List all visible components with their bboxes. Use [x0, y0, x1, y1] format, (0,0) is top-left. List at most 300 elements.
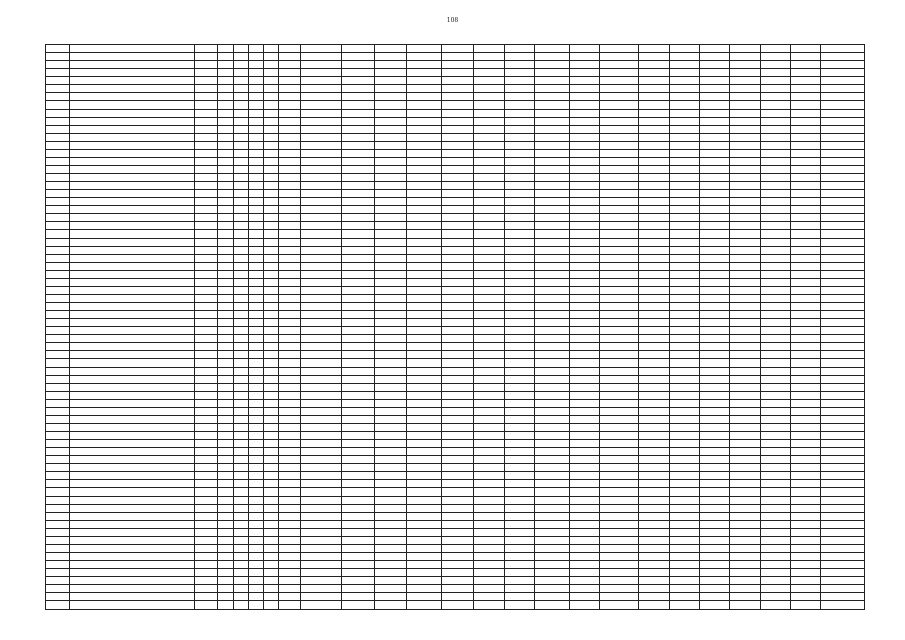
- table-row: [46, 327, 865, 335]
- table-cell: [194, 343, 218, 351]
- table-cell: [669, 117, 699, 125]
- table-cell: [407, 585, 442, 593]
- table-cell: [474, 157, 504, 165]
- table-cell: [46, 561, 70, 569]
- table-cell: [279, 278, 301, 286]
- table-cell: [441, 569, 474, 577]
- table-cell: [474, 85, 504, 93]
- table-cell: [600, 327, 639, 335]
- table-cell: [279, 488, 301, 496]
- table-cell: [46, 101, 70, 109]
- table-row: [46, 182, 865, 190]
- table-cell: [669, 351, 699, 359]
- table-cell: [669, 383, 699, 391]
- table-cell: [342, 359, 375, 367]
- table-cell: [760, 182, 790, 190]
- table-cell: [279, 294, 301, 302]
- table-cell: [233, 351, 248, 359]
- table-cell: [374, 61, 407, 69]
- table-cell: [535, 569, 570, 577]
- table-cell: [821, 561, 865, 569]
- table-row: [46, 585, 865, 593]
- table-cell: [263, 536, 278, 544]
- table-row: [46, 262, 865, 270]
- table-cell: [69, 351, 194, 359]
- table-cell: [374, 375, 407, 383]
- table-cell: [374, 544, 407, 552]
- table-cell: [699, 294, 729, 302]
- table-row: [46, 69, 865, 77]
- table-cell: [218, 593, 233, 601]
- table-cell: [441, 536, 474, 544]
- table-cell: [639, 407, 669, 415]
- table-cell: [639, 117, 669, 125]
- table-cell: [342, 125, 375, 133]
- table-cell: [218, 109, 233, 117]
- table-cell: [374, 198, 407, 206]
- table-cell: [194, 109, 218, 117]
- table-cell: [669, 561, 699, 569]
- table-row: [46, 214, 865, 222]
- table-cell: [535, 69, 570, 77]
- table-cell: [46, 93, 70, 101]
- table-cell: [441, 214, 474, 222]
- table-cell: [248, 182, 263, 190]
- table-cell: [730, 206, 760, 214]
- table-cell: [760, 504, 790, 512]
- table-cell: [374, 448, 407, 456]
- table-cell: [474, 303, 504, 311]
- table-cell: [69, 101, 194, 109]
- table-cell: [600, 432, 639, 440]
- table-cell: [821, 472, 865, 480]
- table-cell: [69, 391, 194, 399]
- table-cell: [374, 149, 407, 157]
- table-row: [46, 601, 865, 610]
- table-cell: [194, 149, 218, 157]
- table-cell: [248, 504, 263, 512]
- table-cell: [441, 367, 474, 375]
- table-cell: [639, 270, 669, 278]
- table-cell: [639, 327, 669, 335]
- table-row: [46, 432, 865, 440]
- table-cell: [669, 190, 699, 198]
- table-cell: [279, 351, 301, 359]
- table-cell: [342, 569, 375, 577]
- table-cell: [441, 254, 474, 262]
- table-cell: [374, 585, 407, 593]
- table-cell: [69, 601, 194, 610]
- table-cell: [600, 53, 639, 61]
- table-row: [46, 294, 865, 302]
- table-cell: [669, 488, 699, 496]
- table-cell: [46, 149, 70, 157]
- table-cell: [791, 391, 821, 399]
- table-cell: [535, 303, 570, 311]
- table-cell: [263, 214, 278, 222]
- table-cell: [374, 45, 407, 53]
- table-cell: [374, 536, 407, 544]
- table-cell: [342, 552, 375, 560]
- table-cell: [760, 125, 790, 133]
- table-cell: [407, 399, 442, 407]
- table-cell: [760, 246, 790, 254]
- table-cell: [639, 278, 669, 286]
- table-cell: [279, 77, 301, 85]
- table-cell: [194, 222, 218, 230]
- table-cell: [233, 270, 248, 278]
- table-cell: [374, 456, 407, 464]
- table-cell: [279, 61, 301, 69]
- table-cell: [760, 238, 790, 246]
- table-cell: [600, 117, 639, 125]
- table-cell: [535, 214, 570, 222]
- table-cell: [504, 262, 534, 270]
- table-cell: [791, 351, 821, 359]
- table-cell: [300, 294, 341, 302]
- table-row: [46, 520, 865, 528]
- table-cell: [69, 585, 194, 593]
- table-cell: [639, 45, 669, 53]
- table-cell: [69, 238, 194, 246]
- table-cell: [194, 101, 218, 109]
- table-cell: [669, 335, 699, 343]
- table-cell: [248, 69, 263, 77]
- table-cell: [374, 327, 407, 335]
- table-cell: [263, 190, 278, 198]
- table-cell: [504, 254, 534, 262]
- table-cell: [821, 528, 865, 536]
- table-cell: [248, 117, 263, 125]
- table-cell: [218, 133, 233, 141]
- table-cell: [699, 432, 729, 440]
- table-cell: [407, 512, 442, 520]
- table-cell: [194, 448, 218, 456]
- table-cell: [194, 561, 218, 569]
- table-cell: [699, 222, 729, 230]
- table-cell: [69, 45, 194, 53]
- table-cell: [600, 561, 639, 569]
- table-cell: [233, 133, 248, 141]
- table-cell: [279, 254, 301, 262]
- table-cell: [194, 504, 218, 512]
- table-cell: [535, 496, 570, 504]
- table-cell: [218, 327, 233, 335]
- table-cell: [791, 157, 821, 165]
- table-cell: [504, 448, 534, 456]
- table-cell: [342, 149, 375, 157]
- table-cell: [407, 359, 442, 367]
- table-cell: [218, 149, 233, 157]
- table-cell: [342, 415, 375, 423]
- table-cell: [407, 440, 442, 448]
- table-cell: [474, 198, 504, 206]
- table-cell: [233, 504, 248, 512]
- table-cell: [263, 399, 278, 407]
- table-cell: [194, 601, 218, 610]
- table-cell: [441, 206, 474, 214]
- table-cell: [233, 230, 248, 238]
- table-cell: [791, 399, 821, 407]
- table-cell: [342, 383, 375, 391]
- table-cell: [639, 157, 669, 165]
- table-cell: [46, 480, 70, 488]
- table-cell: [821, 117, 865, 125]
- table-cell: [69, 157, 194, 165]
- table-cell: [699, 319, 729, 327]
- table-cell: [46, 577, 70, 585]
- table-cell: [194, 407, 218, 415]
- table-cell: [669, 415, 699, 423]
- table-row: [46, 254, 865, 262]
- table-cell: [407, 343, 442, 351]
- table-cell: [730, 61, 760, 69]
- table-cell: [300, 569, 341, 577]
- table-cell: [669, 61, 699, 69]
- table-cell: [46, 206, 70, 214]
- table-cell: [279, 367, 301, 375]
- table-cell: [699, 367, 729, 375]
- table-cell: [474, 343, 504, 351]
- table-cell: [639, 190, 669, 198]
- table-cell: [374, 415, 407, 423]
- table-cell: [233, 343, 248, 351]
- table-cell: [300, 117, 341, 125]
- table-cell: [730, 351, 760, 359]
- table-cell: [474, 278, 504, 286]
- table-cell: [600, 157, 639, 165]
- table-row: [46, 246, 865, 254]
- table-cell: [669, 262, 699, 270]
- table-cell: [441, 488, 474, 496]
- table-cell: [639, 504, 669, 512]
- table-cell: [46, 69, 70, 77]
- table-cell: [46, 569, 70, 577]
- table-cell: [474, 544, 504, 552]
- table-cell: [474, 536, 504, 544]
- table-cell: [46, 391, 70, 399]
- table-row: [46, 174, 865, 182]
- table-cell: [300, 448, 341, 456]
- table-cell: [69, 198, 194, 206]
- table-cell: [821, 456, 865, 464]
- table-cell: [279, 45, 301, 53]
- table-cell: [791, 593, 821, 601]
- table-cell: [374, 552, 407, 560]
- table-cell: [279, 101, 301, 109]
- table-cell: [300, 480, 341, 488]
- table-cell: [821, 238, 865, 246]
- table-cell: [821, 496, 865, 504]
- table-cell: [569, 182, 599, 190]
- table-cell: [374, 85, 407, 93]
- table-cell: [669, 552, 699, 560]
- table-cell: [639, 552, 669, 560]
- table-cell: [474, 569, 504, 577]
- table-cell: [669, 504, 699, 512]
- table-cell: [279, 585, 301, 593]
- table-cell: [374, 432, 407, 440]
- table-cell: [639, 174, 669, 182]
- table-cell: [639, 198, 669, 206]
- table-cell: [407, 391, 442, 399]
- table-cell: [821, 157, 865, 165]
- table-cell: [821, 544, 865, 552]
- table-cell: [263, 464, 278, 472]
- table-cell: [441, 230, 474, 238]
- table-cell: [342, 351, 375, 359]
- table-cell: [535, 375, 570, 383]
- table-cell: [407, 230, 442, 238]
- table-cell: [760, 512, 790, 520]
- table-cell: [699, 190, 729, 198]
- table-cell: [600, 496, 639, 504]
- table-cell: [569, 448, 599, 456]
- table-cell: [233, 367, 248, 375]
- table-cell: [569, 174, 599, 182]
- table-cell: [669, 294, 699, 302]
- table-cell: [669, 230, 699, 238]
- table-cell: [342, 93, 375, 101]
- table-cell: [535, 117, 570, 125]
- table-cell: [374, 254, 407, 262]
- table-cell: [194, 278, 218, 286]
- table-cell: [233, 601, 248, 610]
- table-cell: [639, 456, 669, 464]
- table-cell: [407, 125, 442, 133]
- table-cell: [300, 278, 341, 286]
- table-cell: [279, 601, 301, 610]
- table-cell: [233, 61, 248, 69]
- table-cell: [760, 335, 790, 343]
- table-cell: [730, 504, 760, 512]
- table-cell: [218, 117, 233, 125]
- table-cell: [569, 303, 599, 311]
- table-row: [46, 77, 865, 85]
- table-cell: [263, 230, 278, 238]
- table-cell: [407, 246, 442, 254]
- table-cell: [474, 585, 504, 593]
- table-cell: [504, 432, 534, 440]
- table-cell: [218, 496, 233, 504]
- table-cell: [46, 423, 70, 431]
- table-cell: [504, 133, 534, 141]
- table-cell: [441, 528, 474, 536]
- table-cell: [263, 440, 278, 448]
- table-cell: [218, 319, 233, 327]
- table-row: [46, 383, 865, 391]
- table-cell: [569, 190, 599, 198]
- table-cell: [669, 198, 699, 206]
- table-cell: [791, 480, 821, 488]
- table-cell: [46, 319, 70, 327]
- table-cell: [263, 520, 278, 528]
- table-cell: [300, 69, 341, 77]
- table-cell: [504, 375, 534, 383]
- table-cell: [474, 270, 504, 278]
- table-cell: [248, 214, 263, 222]
- table-cell: [300, 198, 341, 206]
- table-cell: [760, 448, 790, 456]
- table-cell: [218, 440, 233, 448]
- table-cell: [194, 214, 218, 222]
- table-cell: [760, 149, 790, 157]
- table-cell: [639, 496, 669, 504]
- table-cell: [407, 174, 442, 182]
- table-cell: [248, 585, 263, 593]
- table-cell: [46, 117, 70, 125]
- table-cell: [194, 45, 218, 53]
- table-cell: [474, 359, 504, 367]
- table-cell: [407, 432, 442, 440]
- table-cell: [248, 488, 263, 496]
- table-cell: [342, 536, 375, 544]
- table-cell: [233, 77, 248, 85]
- table-cell: [569, 125, 599, 133]
- table-cell: [279, 561, 301, 569]
- table-cell: [300, 496, 341, 504]
- table-cell: [535, 45, 570, 53]
- table-cell: [233, 456, 248, 464]
- table-cell: [248, 254, 263, 262]
- table-cell: [342, 391, 375, 399]
- table-cell: [279, 432, 301, 440]
- table-cell: [730, 359, 760, 367]
- table-cell: [791, 528, 821, 536]
- table-cell: [441, 407, 474, 415]
- table-row: [46, 480, 865, 488]
- table-cell: [69, 190, 194, 198]
- table-cell: [791, 423, 821, 431]
- table-cell: [263, 45, 278, 53]
- table-cell: [194, 174, 218, 182]
- table-cell: [279, 528, 301, 536]
- table-cell: [300, 149, 341, 157]
- table-cell: [569, 367, 599, 375]
- table-cell: [342, 109, 375, 117]
- table-cell: [342, 448, 375, 456]
- table-cell: [474, 432, 504, 440]
- table-cell: [669, 77, 699, 85]
- table-cell: [407, 286, 442, 294]
- table-cell: [760, 133, 790, 141]
- table-cell: [69, 423, 194, 431]
- table-cell: [342, 117, 375, 125]
- table-cell: [218, 351, 233, 359]
- table-cell: [791, 45, 821, 53]
- table-cell: [474, 206, 504, 214]
- table-cell: [407, 270, 442, 278]
- table-cell: [474, 165, 504, 173]
- table-cell: [791, 61, 821, 69]
- table-cell: [46, 327, 70, 335]
- table-cell: [821, 375, 865, 383]
- table-cell: [233, 480, 248, 488]
- table-cell: [669, 577, 699, 585]
- table-cell: [699, 488, 729, 496]
- table-cell: [474, 440, 504, 448]
- table-cell: [441, 190, 474, 198]
- table-cell: [46, 53, 70, 61]
- table-cell: [600, 415, 639, 423]
- table-cell: [279, 415, 301, 423]
- table-cell: [300, 77, 341, 85]
- table-cell: [639, 165, 669, 173]
- table-cell: [46, 585, 70, 593]
- table-cell: [69, 109, 194, 117]
- table-cell: [374, 222, 407, 230]
- table-cell: [407, 206, 442, 214]
